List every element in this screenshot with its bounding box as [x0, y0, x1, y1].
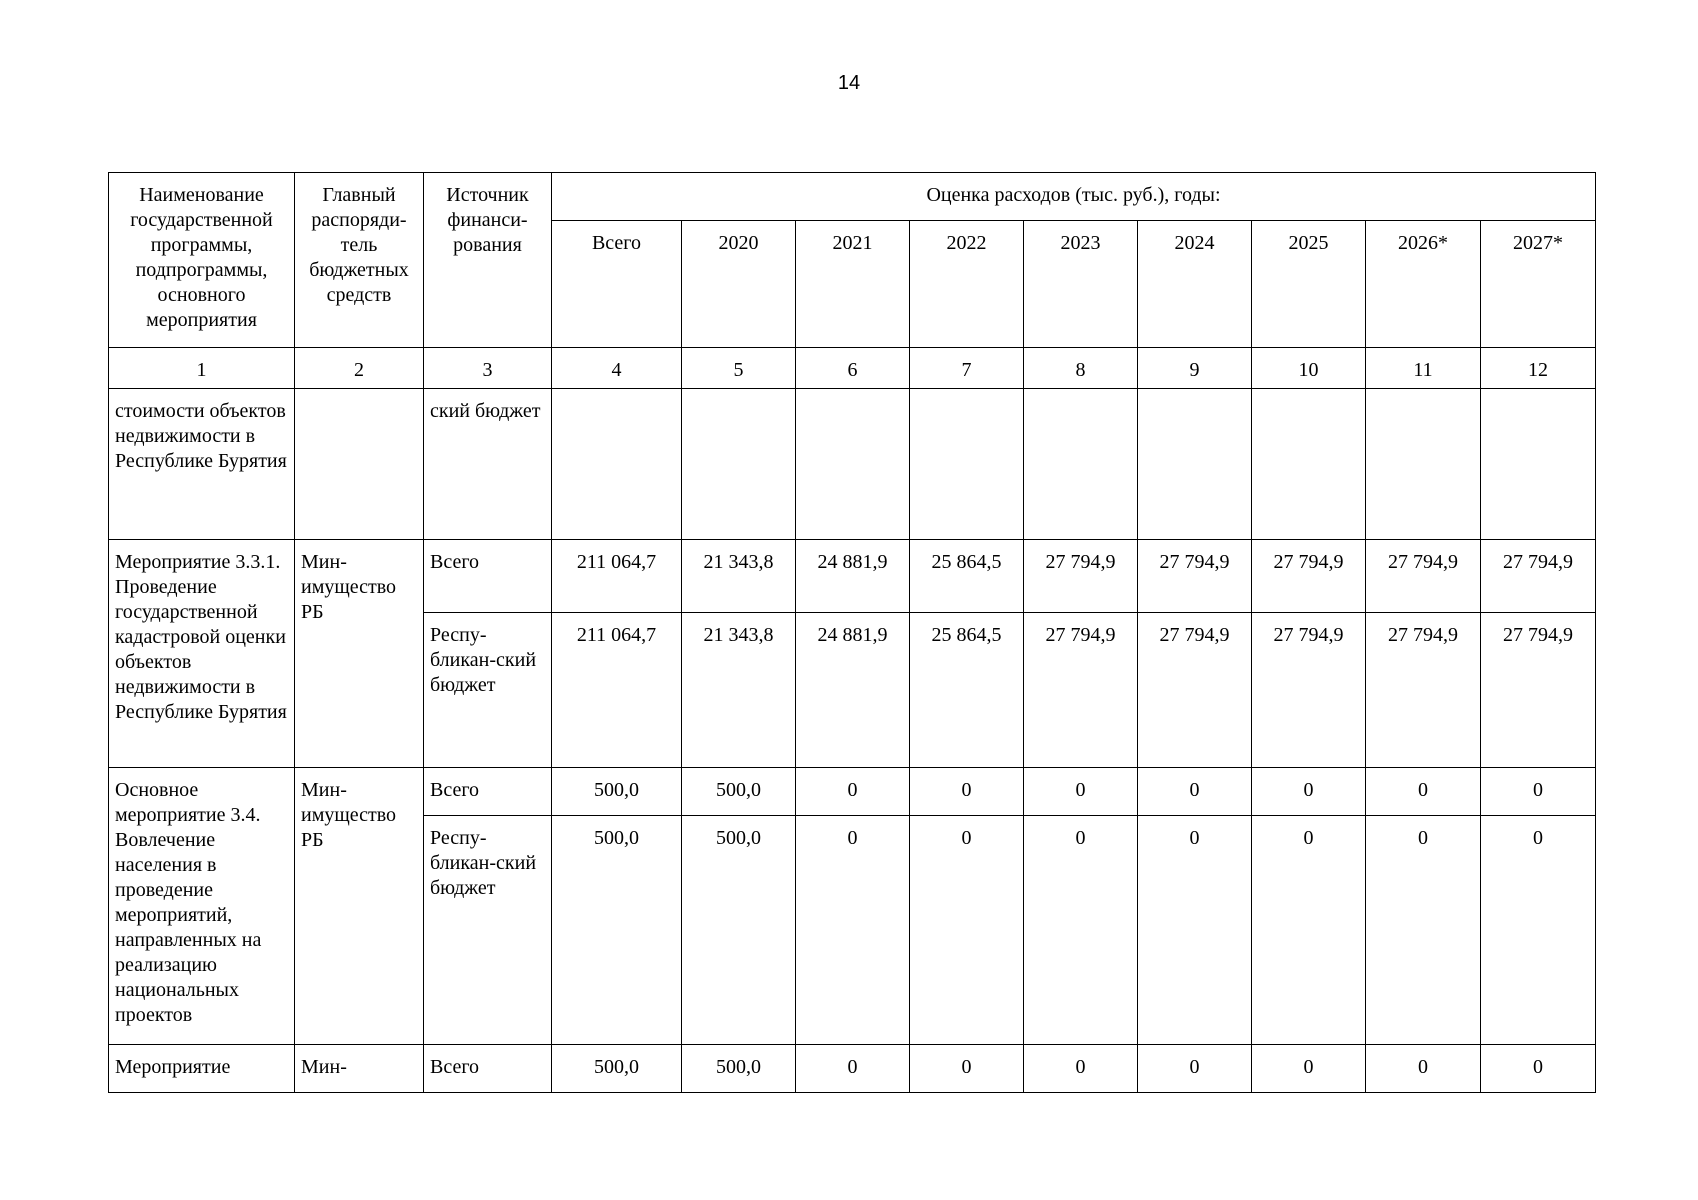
value-cell	[1138, 389, 1252, 540]
header-year: 2027*	[1481, 221, 1596, 348]
column-number: 4	[552, 348, 682, 389]
header-source: Источник финанси-рования	[424, 173, 552, 348]
value-cell: 500,0	[682, 768, 796, 816]
column-number: 2	[295, 348, 424, 389]
value-cell: 500,0	[552, 1045, 682, 1093]
value-cell: 0	[1024, 816, 1138, 1045]
column-number: 5	[682, 348, 796, 389]
header-year: 2022	[910, 221, 1024, 348]
page-number: 14	[837, 72, 861, 94]
value-cell: 27 794,9	[1366, 540, 1481, 613]
value-cell: 27 794,9	[1366, 613, 1481, 768]
column-number: 8	[1024, 348, 1138, 389]
value-cell: 500,0	[682, 816, 796, 1045]
value-cell: 0	[796, 816, 910, 1045]
value-cell: 25 864,5	[910, 613, 1024, 768]
value-cell: 27 794,9	[1481, 613, 1596, 768]
row-name: Мероприятие	[109, 1045, 295, 1093]
header-year: 2025	[1252, 221, 1366, 348]
value-cell: 0	[1481, 768, 1596, 816]
row-source: Всего	[424, 540, 552, 613]
value-cell: 27 794,9	[1481, 540, 1596, 613]
header-year: Всего	[552, 221, 682, 348]
value-cell	[796, 389, 910, 540]
header-manager: Главный распоряди-тель бюджетных средств	[295, 173, 424, 348]
value-cell: 500,0	[682, 1045, 796, 1093]
value-cell: 27 794,9	[1252, 540, 1366, 613]
header-year: 2020	[682, 221, 796, 348]
value-cell: 27 794,9	[1024, 613, 1138, 768]
header-year: 2021	[796, 221, 910, 348]
value-cell: 21 343,8	[682, 540, 796, 613]
value-cell: 24 881,9	[796, 613, 910, 768]
value-cell: 27 794,9	[1138, 613, 1252, 768]
value-cell: 27 794,9	[1138, 540, 1252, 613]
column-number: 7	[910, 348, 1024, 389]
row-manager: Мин-	[295, 1045, 424, 1093]
value-cell	[1366, 389, 1481, 540]
header-expenses: Оценка расходов (тыс. руб.), годы:	[552, 173, 1596, 221]
row-source: Всего	[424, 768, 552, 816]
column-number: 11	[1366, 348, 1481, 389]
column-number: 6	[796, 348, 910, 389]
column-number: 12	[1481, 348, 1596, 389]
header-year: 2023	[1024, 221, 1138, 348]
row-name: Основное мероприятие 3.4. Вовлечение населения в проведение мероприятий, направленных на реализацию национальных проектов	[109, 768, 295, 1045]
column-number: 9	[1138, 348, 1252, 389]
header-row-1	[109, 173, 1596, 221]
table-row	[109, 1045, 1596, 1093]
value-cell: 27 794,9	[1252, 613, 1366, 768]
value-cell: 0	[1481, 1045, 1596, 1093]
value-cell: 0	[1138, 1045, 1252, 1093]
value-cell: 27 794,9	[1024, 540, 1138, 613]
value-cell: 21 343,8	[682, 613, 796, 768]
value-cell: 500,0	[552, 768, 682, 816]
value-cell: 0	[1138, 816, 1252, 1045]
value-cell	[1252, 389, 1366, 540]
column-number: 1	[109, 348, 295, 389]
value-cell: 0	[910, 1045, 1024, 1093]
column-number: 3	[424, 348, 552, 389]
value-cell: 0	[1252, 816, 1366, 1045]
value-cell: 0	[1366, 1045, 1481, 1093]
value-cell: 0	[1366, 816, 1481, 1045]
row-source: Всего	[424, 1045, 552, 1093]
value-cell: 25 864,5	[910, 540, 1024, 613]
value-cell: 0	[1252, 1045, 1366, 1093]
row-manager: Мин-имущество РБ	[295, 768, 424, 1045]
value-cell: 0	[1481, 816, 1596, 1045]
value-cell: 0	[1252, 768, 1366, 816]
value-cell: 0	[796, 1045, 910, 1093]
value-cell: 211 064,7	[552, 540, 682, 613]
value-cell: 0	[910, 816, 1024, 1045]
value-cell: 0	[1138, 768, 1252, 816]
value-cell: 500,0	[552, 816, 682, 1045]
column-numbers-row	[109, 348, 1596, 389]
value-cell: 211 064,7	[552, 613, 682, 768]
header-year: 2026*	[1366, 221, 1481, 348]
value-cell: 24 881,9	[796, 540, 910, 613]
row-manager	[295, 389, 424, 540]
value-cell	[1481, 389, 1596, 540]
value-cell	[682, 389, 796, 540]
column-number: 10	[1252, 348, 1366, 389]
value-cell: 0	[796, 768, 910, 816]
budget-table	[108, 172, 1596, 1093]
value-cell: 0	[1024, 768, 1138, 816]
value-cell	[552, 389, 682, 540]
value-cell	[910, 389, 1024, 540]
row-source: Респу-бликан-ский бюджет	[424, 613, 552, 768]
value-cell: 0	[910, 768, 1024, 816]
header-year: 2024	[1138, 221, 1252, 348]
value-cell: 0	[1024, 1045, 1138, 1093]
table-row	[109, 389, 1596, 540]
header-name: Наименование государственной программы, подпрограммы, основного мероприятия	[109, 173, 295, 348]
table-row	[109, 540, 1596, 613]
row-source: Респу-бликан-ский бюджет	[424, 816, 552, 1045]
value-cell	[1024, 389, 1138, 540]
row-source: ский бюджет	[424, 389, 552, 540]
row-manager: Мин-имущество РБ	[295, 540, 424, 768]
value-cell: 0	[1366, 768, 1481, 816]
row-name: стоимости объектов недвижимости в Республике Бурятия	[109, 389, 295, 540]
row-name: Мероприятие 3.3.1. Проведение государственной кадастровой оценки объектов недвижимости в Республике Бурятия	[109, 540, 295, 768]
table-row	[109, 768, 1596, 816]
